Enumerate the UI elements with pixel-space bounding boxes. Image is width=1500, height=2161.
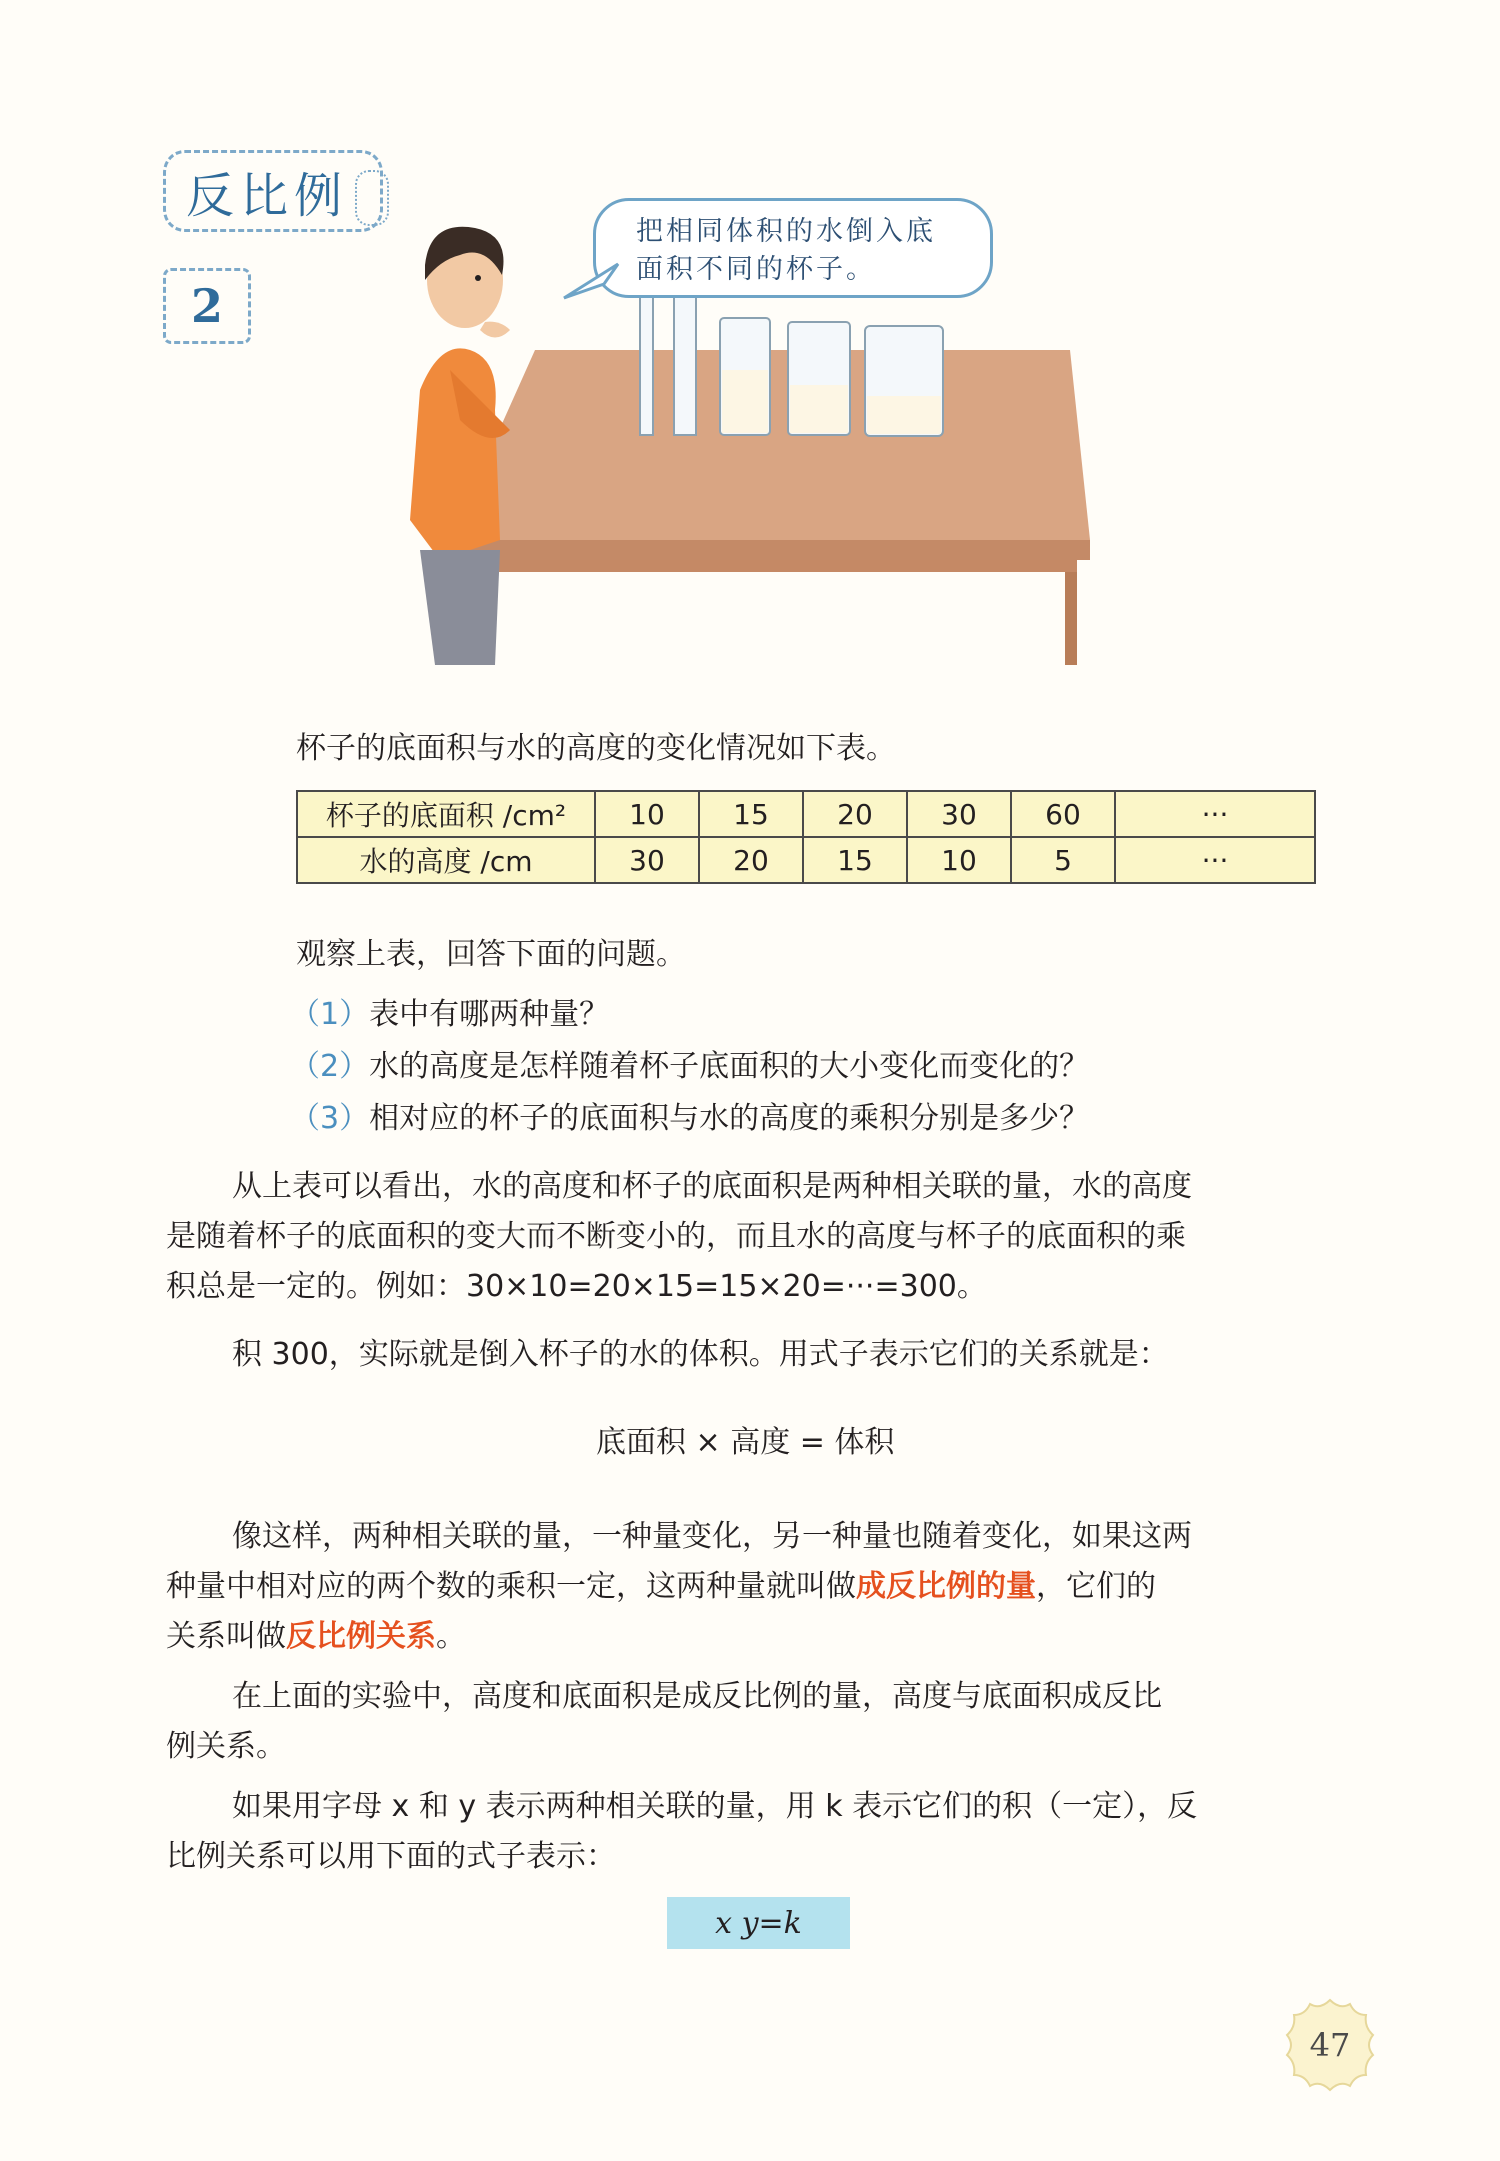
table-cell: ··· (1115, 837, 1315, 883)
table-row (297, 791, 1315, 837)
paragraph-1-line-2: 是随着杯子的底面积的变大而不断变小的，而且水的高度与杯子的底面积的乘 (166, 1219, 1186, 1254)
question-text: 水的高度是怎样随着杯子底面积的大小变化而变化的？ (369, 1049, 1090, 1084)
table-cell: ··· (1115, 791, 1315, 837)
table-cell: 15 (803, 837, 907, 883)
table-cell: 20 (803, 791, 907, 837)
text-span: 。 (436, 1619, 466, 1654)
question-number: （2） (290, 1049, 370, 1084)
question-1 (290, 990, 609, 1040)
table-cell: 60 (1011, 791, 1115, 837)
paragraph-4-line-1: 在上面的实验中，高度和底面积是成反比例的量，高度与底面积成反比 (232, 1679, 1162, 1714)
question-number: （1） (290, 997, 370, 1032)
title-decoration (355, 170, 389, 226)
table-cell: 20 (699, 837, 803, 883)
cup-2 (674, 290, 696, 435)
question-2 (290, 1042, 1089, 1092)
section-title: 反比例 (163, 150, 383, 232)
table-header-cell: 水的高度 /cm (297, 837, 595, 883)
highlight-term: 成反比例的量 (856, 1569, 1036, 1604)
table-cell: 15 (699, 791, 803, 837)
page-number: 47 (1309, 2026, 1351, 2064)
relation-formula: 底面积 × 高度 = 体积 (596, 1425, 895, 1460)
table-cell: 10 (907, 837, 1011, 883)
example-number: 2 (163, 268, 251, 344)
speech-tail (560, 262, 620, 302)
table-cell: 30 (907, 791, 1011, 837)
speech-line-2: 面积不同的杯子。 (636, 254, 876, 285)
paragraph-5-line-2: 比例关系可以用下面的式子表示： (166, 1839, 616, 1874)
question-text: 表中有哪两种量？ (369, 997, 610, 1032)
table-header-cell: 杯子的底面积 /cm² (297, 791, 595, 837)
question-3 (290, 1094, 1089, 1144)
speech-bubble (593, 198, 993, 298)
question-text: 相对应的杯子的底面积与水的高度的乘积分别是多少？ (369, 1101, 1090, 1136)
paragraph-4-line-2: 例关系。 (166, 1729, 286, 1764)
paragraph-3-line-1: 像这样，两种相关联的量，一种量变化，另一种量也随着变化，如果这两 (232, 1519, 1192, 1554)
data-table (296, 790, 1316, 884)
paragraph-3-line-2 (166, 1562, 1156, 1612)
speech-line-1: 把相同体积的水倒入底 (636, 216, 936, 247)
paragraph-1-line-1: 从上表可以看出，水的高度和杯子的底面积是两种相关联的量，水的高度 (232, 1169, 1192, 1204)
observe-text: 观察上表，回答下面的问题。 (296, 937, 686, 972)
question-number: （3） (290, 1101, 370, 1136)
intro-text: 杯子的底面积与水的高度的变化情况如下表。 (296, 731, 896, 766)
text-span: 种量中相对应的两个数的乘积一定，这两种量就叫做 (166, 1569, 856, 1604)
paragraph-5-line-1: 如果用字母 x 和 y 表示两种相关联的量，用 k 表示它们的积（一定），反 (232, 1789, 1198, 1824)
table-cell: 30 (595, 837, 699, 883)
highlight-term: 反比例关系 (286, 1619, 436, 1654)
text-span: ，它们的 (1036, 1569, 1156, 1604)
paragraph-2: 积 300，实际就是倒入杯子的水的体积。用式子表示它们的关系就是： (232, 1337, 1169, 1372)
table-cell: 10 (595, 791, 699, 837)
boy-pants (420, 550, 500, 665)
text-span: 关系叫做 (166, 1619, 286, 1654)
inverse-proportion-formula: x y=k (667, 1897, 850, 1949)
table-cell: 5 (1011, 837, 1115, 883)
table-row (297, 837, 1315, 883)
paragraph-1-line-3: 积总是一定的。例如：30×10=20×15=15×20=···=300。 (166, 1269, 987, 1304)
paragraph-3-line-3 (166, 1612, 466, 1662)
